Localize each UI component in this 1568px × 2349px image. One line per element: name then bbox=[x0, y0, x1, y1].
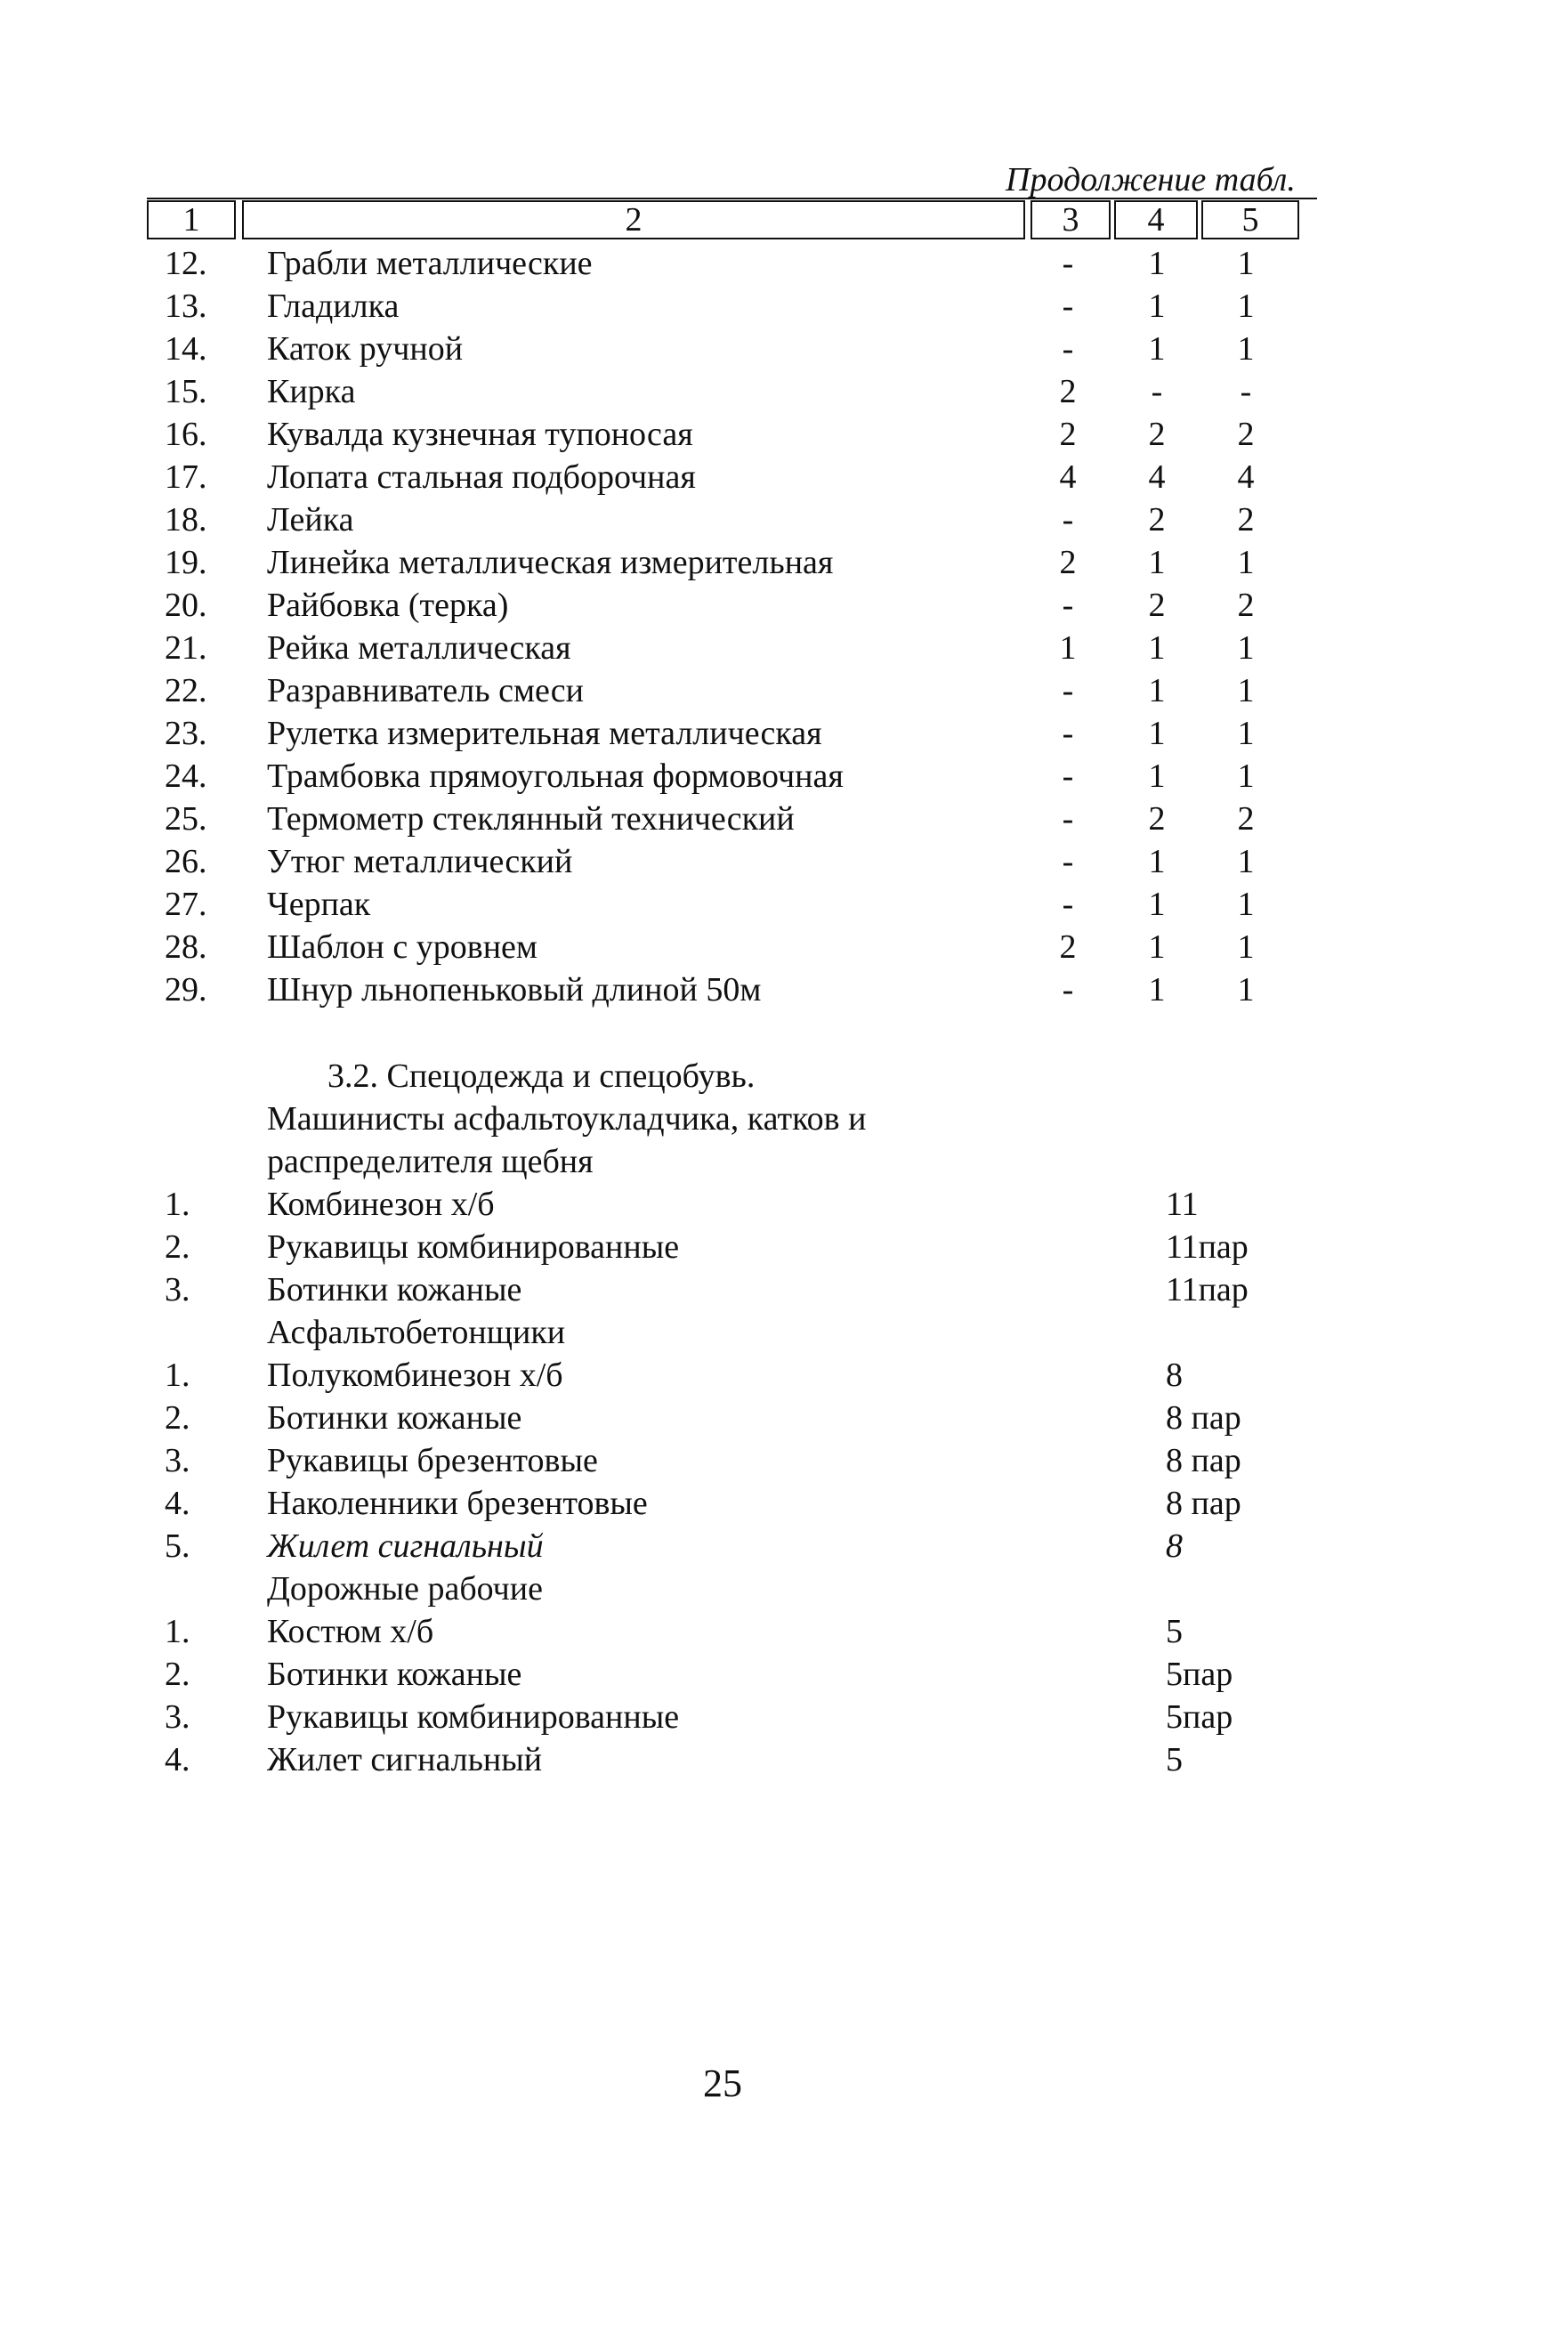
row-col-5: 1 bbox=[1237, 330, 1255, 368]
item-quantity: 11 bbox=[1166, 1186, 1199, 1223]
row-col-5: 1 bbox=[1237, 245, 1255, 282]
row-col-5: 1 bbox=[1237, 843, 1255, 880]
row-number: 13. bbox=[165, 288, 207, 325]
row-name: Грабли металлические bbox=[267, 245, 593, 282]
row-col-3: - bbox=[1062, 501, 1074, 539]
item-name: Наколенники брезентовые bbox=[267, 1485, 648, 1522]
row-col-4: 1 bbox=[1148, 245, 1166, 282]
row-col-3: 2 bbox=[1059, 544, 1077, 581]
row-col-3: - bbox=[1062, 971, 1074, 1008]
row-col-4: 1 bbox=[1148, 715, 1166, 752]
header-col-5: 5 bbox=[1201, 200, 1299, 239]
row-col-4: 1 bbox=[1148, 757, 1166, 795]
row-number: 26. bbox=[165, 843, 207, 880]
row-col-3: 4 bbox=[1059, 458, 1077, 496]
row-number: 12. bbox=[165, 245, 207, 282]
row-col-4: 1 bbox=[1148, 672, 1166, 709]
row-col-4: 1 bbox=[1148, 288, 1166, 325]
row-col-3: - bbox=[1062, 715, 1074, 752]
row-name: Шнур льнопеньковый длиной 50м bbox=[267, 971, 762, 1008]
item-number: 3. bbox=[165, 1271, 190, 1308]
row-number: 14. bbox=[165, 330, 207, 368]
row-number: 18. bbox=[165, 501, 207, 539]
item-number: 3. bbox=[165, 1442, 190, 1479]
row-col-3: - bbox=[1062, 672, 1074, 709]
item-quantity: 5пар bbox=[1166, 1656, 1233, 1693]
item-name: Жилет сигнальный bbox=[267, 1741, 543, 1778]
row-name: Райбовка (терка) bbox=[267, 587, 509, 624]
row-col-3: - bbox=[1062, 800, 1074, 838]
row-col-4: 1 bbox=[1148, 629, 1166, 667]
item-quantity: 5 bbox=[1166, 1741, 1183, 1778]
row-number: 16. bbox=[165, 416, 207, 453]
item-number: 4. bbox=[165, 1741, 190, 1778]
row-col-3: - bbox=[1062, 587, 1074, 624]
row-col-3: - bbox=[1062, 886, 1074, 923]
row-name: Термометр стеклянный технический bbox=[267, 800, 795, 838]
row-name: Лопата стальная подборочная bbox=[267, 458, 696, 496]
row-col-4: 4 bbox=[1148, 458, 1166, 496]
row-col-5: 2 bbox=[1237, 587, 1255, 624]
item-name: Рукавицы комбинированные bbox=[267, 1698, 680, 1736]
row-name: Черпак bbox=[267, 886, 371, 923]
table-continuation-caption: Продолжение табл. bbox=[1006, 161, 1296, 198]
row-col-5: 1 bbox=[1237, 288, 1255, 325]
row-col-5: 1 bbox=[1237, 971, 1255, 1008]
row-name: Лейка bbox=[267, 501, 354, 539]
item-quantity: 8 пар bbox=[1166, 1442, 1241, 1479]
row-col-5: 1 bbox=[1237, 886, 1255, 923]
group-title-operators: Машинисты асфальтоукладчика, катков и bbox=[267, 1100, 867, 1138]
row-col-5: 1 bbox=[1237, 928, 1255, 966]
row-col-5: 1 bbox=[1237, 757, 1255, 795]
row-col-5: 2 bbox=[1237, 800, 1255, 838]
item-name: Жилет сигнальный bbox=[267, 1527, 544, 1565]
group-title-asphalt-workers: Асфальтобетонщики bbox=[267, 1314, 566, 1351]
item-name: Ботинки кожаные bbox=[267, 1656, 522, 1693]
item-number: 4. bbox=[165, 1485, 190, 1522]
row-col-5: 1 bbox=[1237, 672, 1255, 709]
row-col-3: - bbox=[1062, 288, 1074, 325]
row-number: 22. bbox=[165, 672, 207, 709]
row-col-3: - bbox=[1062, 843, 1074, 880]
row-name: Линейка металлическая измерительная bbox=[267, 544, 834, 581]
row-col-3: - bbox=[1062, 330, 1074, 368]
row-col-4: 1 bbox=[1148, 843, 1166, 880]
item-quantity: 5 bbox=[1166, 1613, 1183, 1650]
table-top-rule bbox=[147, 198, 1317, 199]
item-quantity: 8 пар bbox=[1166, 1399, 1241, 1437]
item-quantity: 11пар bbox=[1166, 1271, 1249, 1308]
group-title-road-workers: Дорожные рабочие bbox=[267, 1570, 543, 1608]
row-number: 19. bbox=[165, 544, 207, 581]
header-col-3: 3 bbox=[1031, 200, 1111, 239]
row-name: Кирка bbox=[267, 373, 356, 410]
row-name: Шаблон с уровнем bbox=[267, 928, 537, 966]
item-name: Ботинки кожаные bbox=[267, 1271, 522, 1308]
row-col-3: 1 bbox=[1059, 629, 1077, 667]
row-col-5: - bbox=[1240, 373, 1252, 410]
item-number: 2. bbox=[165, 1399, 190, 1437]
row-name: Рейка металлическая bbox=[267, 629, 571, 667]
row-col-3: 2 bbox=[1059, 373, 1077, 410]
item-number: 3. bbox=[165, 1698, 190, 1736]
row-name: Каток ручной bbox=[267, 330, 464, 368]
row-col-4: 1 bbox=[1148, 330, 1166, 368]
item-quantity: 5пар bbox=[1166, 1698, 1233, 1736]
item-number: 1. bbox=[165, 1186, 190, 1223]
row-name: Гладилка bbox=[267, 288, 400, 325]
row-name: Утюг металлический bbox=[267, 843, 573, 880]
row-col-4: 2 bbox=[1148, 416, 1166, 453]
item-number: 1. bbox=[165, 1613, 190, 1650]
row-name: Трамбовка прямоугольная формовочная bbox=[267, 757, 844, 795]
row-col-5: 1 bbox=[1237, 715, 1255, 752]
row-number: 23. bbox=[165, 715, 207, 752]
row-col-5: 1 bbox=[1237, 544, 1255, 581]
item-quantity: 11пар bbox=[1166, 1228, 1249, 1266]
row-number: 28. bbox=[165, 928, 207, 966]
row-col-3: 2 bbox=[1059, 416, 1077, 453]
row-number: 21. bbox=[165, 629, 207, 667]
row-name: Рулетка измерительная металлическая bbox=[267, 715, 822, 752]
item-name: Полукомбинезон х/б bbox=[267, 1357, 563, 1394]
row-col-3: - bbox=[1062, 245, 1074, 282]
item-name: Ботинки кожаные bbox=[267, 1399, 522, 1437]
row-col-4: 1 bbox=[1148, 928, 1166, 966]
item-quantity: 8 bbox=[1166, 1527, 1183, 1565]
row-number: 29. bbox=[165, 971, 207, 1008]
row-col-4: 2 bbox=[1148, 501, 1166, 539]
item-quantity: 8 bbox=[1166, 1357, 1183, 1394]
row-col-4: 2 bbox=[1148, 587, 1166, 624]
row-col-5: 1 bbox=[1237, 629, 1255, 667]
row-number: 15. bbox=[165, 373, 207, 410]
item-number: 2. bbox=[165, 1656, 190, 1693]
item-name: Костюм х/б bbox=[267, 1613, 434, 1650]
header-col-1: 1 bbox=[147, 200, 236, 239]
item-name: Рукавицы брезентовые bbox=[267, 1442, 598, 1479]
row-col-4: - bbox=[1151, 373, 1163, 410]
item-number: 2. bbox=[165, 1228, 190, 1266]
item-number: 1. bbox=[165, 1357, 190, 1394]
row-col-5: 4 bbox=[1237, 458, 1255, 496]
row-name: Кувалда кузнечная тупоносая bbox=[267, 416, 693, 453]
item-quantity: 8 пар bbox=[1166, 1485, 1241, 1522]
item-name: Комбинезон х/б bbox=[267, 1186, 495, 1223]
item-name: Рукавицы комбинированные bbox=[267, 1228, 680, 1266]
group-title-operators-cont: распределителя щебня bbox=[267, 1143, 594, 1180]
row-col-4: 1 bbox=[1148, 886, 1166, 923]
row-number: 20. bbox=[165, 587, 207, 624]
row-name: Разравниватель смеси bbox=[267, 672, 585, 709]
row-col-3: - bbox=[1062, 757, 1074, 795]
row-col-4: 1 bbox=[1148, 544, 1166, 581]
header-col-2: 2 bbox=[242, 200, 1025, 239]
section-title: 3.2. Спецодежда и спецобувь. bbox=[327, 1057, 756, 1095]
row-number: 27. bbox=[165, 886, 207, 923]
item-number: 5. bbox=[165, 1527, 190, 1565]
row-col-4: 2 bbox=[1148, 800, 1166, 838]
header-col-4: 4 bbox=[1114, 200, 1198, 239]
row-number: 24. bbox=[165, 757, 207, 795]
row-number: 17. bbox=[165, 458, 207, 496]
row-col-3: 2 bbox=[1059, 928, 1077, 966]
page-number: 25 bbox=[703, 2061, 742, 2105]
row-col-5: 2 bbox=[1237, 416, 1255, 453]
row-col-4: 1 bbox=[1148, 971, 1166, 1008]
row-col-5: 2 bbox=[1237, 501, 1255, 539]
row-number: 25. bbox=[165, 800, 207, 838]
